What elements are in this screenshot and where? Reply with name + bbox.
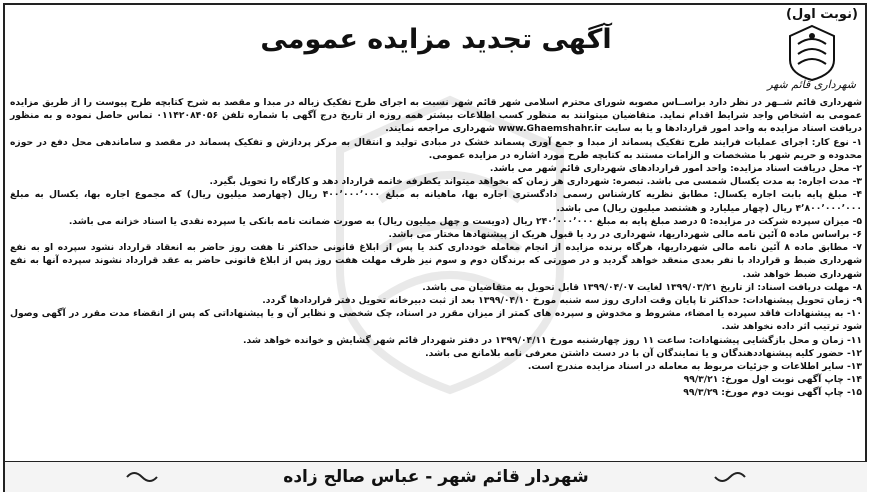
list-item: ۱۰- به پیشنهادات فاقد سپرده یا امضاء، مشروط و مخدوش و سپرده های کمتر از میزان مقرر در اسناد، چک شخصی و نظایر آن و یا پیشنهاداتی که پس از انقضاء مدت مقرر در آگهی وصول شود ترتیب اثر داده نخواهد شد. xyxy=(10,308,862,333)
list-item: ۹- زمان تحویل پیشنهادات: حداکثر تا پایان وقت اداری روز سه شنبه مورخ ۱۳۹۹/۰۴/۱۰ بعد از ثبت دبیرخانه تحویل دفتر قراردادها گردد. xyxy=(262,295,862,307)
list-item: ۳- مدت اجاره: به مدت یکسال شمسی می باشد. تبصره: شهرداری هر زمان که بخواهد میتواند یکطرفه خاتمه قرارداد دهد و کارگاه را تحویل بگیرد. xyxy=(209,176,862,188)
list-item: ۸- مهلت دریافت اسناد: از تاریخ ۱۳۹۹/۰۳/۲۱ لغایت ۱۳۹۹/۰۴/۰۷ قابل تحویل به متقاضیان می باشد. xyxy=(422,281,862,293)
list-item: ۶- براساس ماده ۵ آئین نامه مالی شهرداریها، شهرداری در رد یا قبول هریک از پیشنهادها مختار می باشد. xyxy=(388,229,862,241)
list-item: ۱۵- چاپ آگهی نوبت دوم مورخ: ۹۹/۳/۲۹ xyxy=(683,387,862,399)
page-title: آگهی تجدید مزایده عمومی xyxy=(260,24,612,55)
municipality-seal-icon xyxy=(768,22,856,84)
list-item: ۴- مبلغ پایه بابت اجاره یکسال: مطابق نظریه کارشناس رسمی دادگستری اجاره بها، ماهیانه به مبلغ ۴۰۰٬۰۰۰٬۰۰۰ ریال (چهارصد میلیون ریال) که مجموع اجاره بها، یکسال به مبلغ ۴٬۸۰۰٬۰۰۰٬۰۰۰ ریال (چهار میلیارد و هشتصد میلیون ریال) می باشد. xyxy=(10,189,862,214)
intro-paragraph: شهرداری قائم شــهر در نظر دارد براســاس مصوبه شورای محترم اسلامی شهر قائم شهر نسبت به اجرای طرح تفکیک زباله در مبدا و مقصد به شرح کتابچه طرح پیوست را از طریق مزایده عمومی به اشخاص واجد شرایط اقدام نماید. متقاضیان میتوانند به منظور کسب اطلاعات بیشتر همه روزه از تاریخ درج آگهی با شماره تلفن ۰۱۱۴۲۰۸۴۰۵۶ تماس حاصل نموده و به منظور دریافت اسناد مزایده به واحد امور قراردادها و یا به سایت www.Ghaemshahr.ir شهرداری مراجعه نمایند. xyxy=(10,97,862,135)
list-item: ۱- نوع کار: اجرای عملیات فرایند طرح تفکیک پسماند از مبدا و جمع آوری پسماند خشک در مبادی تولید و انتقال به مرکز پردازش و تفکیک پسماند در مقصد و ساماندهی محل دفع در حوزه محدوده و حریم شهر با مشخصات و الزامات مستند به کتابچه طرح مورد اشاره در مزایده عمومی. xyxy=(10,136,862,161)
edition-label: (نوبت اول) xyxy=(786,7,858,22)
list-item: ۲- محل دریافت اسناد مزایده: واحد امور قراردادهای شهرداری قائم شهر می باشد. xyxy=(489,163,862,175)
signature: شهردار قائم شهر - عباس صالح زاده xyxy=(283,467,589,487)
list-item: ۷- مطابق ماده ۸ آئین نامه مالی شهرداریها، هرگاه برنده مزایده از انجام معامله خودداری کند یا پس از ابلاغ قانونی حداکثر تا هفت روز حاضر به انعقاد قرارداد نشود سپرده او به نفع شهرداری ضبط و قرارداد با نفر بعدی منعقد خواهد گردید و در صورتی که برندگان دوم و سوم نیز ظرف مهلت هفت روز پس از ابلاغ قانونی حاضر به عقد قرارداد نشوند سپرده آنها به نفع شهرداری ضبط خواهد شد. xyxy=(10,242,862,280)
signature-bar xyxy=(5,461,867,492)
list-item: ۱۳- سایر اطلاعات و جزئیات مربوط به معامله در اسناد مزایده مندرج است. xyxy=(527,361,862,373)
logo-caption: شهرداری قائم شهر xyxy=(767,78,856,91)
list-item: ۱۴- چاپ آگهی نوبت اول مورخ: ۹۹/۳/۲۱ xyxy=(683,374,862,386)
list-item: ۵- میزان سپرده شرکت در مزایده: ۵ درصد مبلغ پایه به مبلغ ۲۴۰٬۰۰۰٬۰۰۰ ریال (دویست و چهل میلیون ریال) به صورت ضمانت نامه بانکی یا سپرده نقدی یا اسناد خزانه می باشد. xyxy=(68,215,862,227)
advertisement-body xyxy=(10,96,862,400)
ornament-icon xyxy=(713,468,747,486)
list-item: ۱۱- زمان و محل بازگشایی پیشنهادات: ساعت ۱۱ روز چهارشنبه مورخ ۱۳۹۹/۰۴/۱۱ در دفتر شهردار قائم شهر گشایش و خوانده خواهد شد. xyxy=(243,334,862,346)
list-item: ۱۲- حضور کلیه پیشنهاددهندگان و یا نمایندگان آن با در دست داشتن معرفی نامه بلامانع می باشد. xyxy=(425,347,862,359)
